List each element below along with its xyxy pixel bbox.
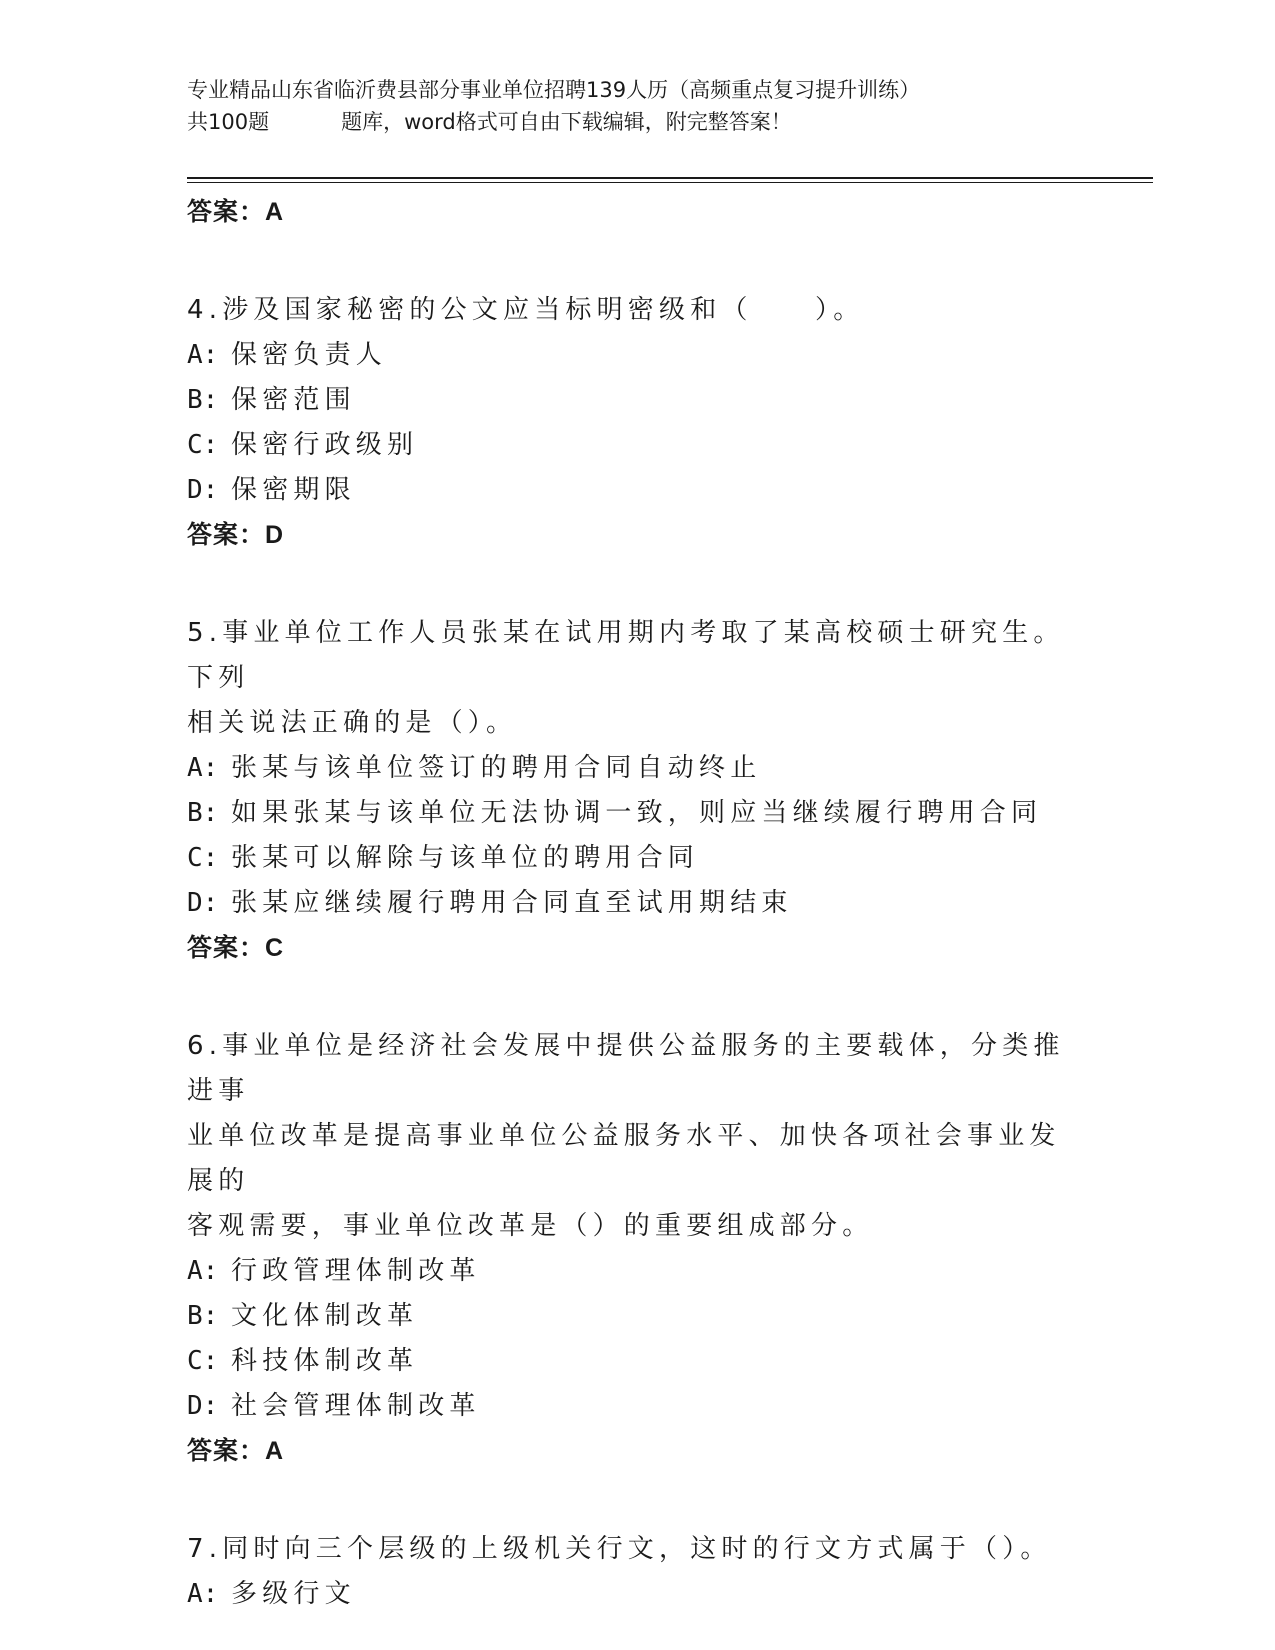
option-text: 张某可以解除与该单位的聘用合同 bbox=[231, 843, 700, 873]
answer-option bbox=[187, 423, 1067, 468]
option-letter: D: bbox=[187, 475, 219, 505]
option-text: 张某与该单位签订的聘用合同自动终止 bbox=[231, 753, 762, 783]
option-letter: C: bbox=[187, 430, 219, 460]
question-text: 7.同时向三个层级的上级机关行文，这时的行文方式属于（）。 bbox=[187, 1534, 1052, 1564]
option-text: 保密范围 bbox=[231, 385, 356, 415]
option-letter: D: bbox=[187, 888, 219, 918]
option-letter: D: bbox=[187, 1391, 219, 1421]
answer-option bbox=[187, 836, 1067, 881]
option-letter: A: bbox=[187, 1256, 219, 1286]
answer-option bbox=[187, 1249, 1067, 1294]
question-list bbox=[187, 190, 1067, 1617]
option-letter: A: bbox=[187, 340, 219, 370]
option-text: 张某应继续履行聘用合同直至试用期结束 bbox=[231, 888, 793, 918]
header-subtitle-line bbox=[187, 106, 1087, 138]
header-title-line: 专业精品山东省临沂费县部分事业单位招聘139人历（高频重点复习提升训练） bbox=[187, 78, 921, 102]
answer-line: 答案：C bbox=[187, 934, 285, 962]
option-text: 行政管理体制改革 bbox=[231, 1256, 481, 1286]
option-letter: B: bbox=[187, 385, 219, 415]
option-text: 多级行文 bbox=[231, 1579, 356, 1609]
option-text: 保密负责人 bbox=[231, 340, 388, 370]
option-text: 保密行政级别 bbox=[231, 430, 419, 460]
header-description: 题库，word格式可自由下载编辑，附完整答案！ bbox=[341, 110, 792, 134]
option-letter: B: bbox=[187, 798, 219, 828]
option-text: 社会管理体制改革 bbox=[231, 1391, 481, 1421]
answer-option bbox=[187, 1339, 1067, 1384]
answer-option bbox=[187, 746, 1067, 791]
answer-line: 答案：A bbox=[187, 1437, 285, 1465]
header-divider-thin bbox=[187, 182, 1153, 183]
option-text: 如果张某与该单位无法协调一致，则应当继续履行聘用合同 bbox=[231, 798, 1043, 828]
answer-option bbox=[187, 333, 1067, 378]
option-text: 保密期限 bbox=[231, 475, 356, 505]
question-block bbox=[187, 1527, 1067, 1617]
question-text: 业单位改革是提高事业单位公益服务水平、加快各项社会事业发展的 bbox=[187, 1121, 1061, 1196]
answer-option bbox=[187, 1384, 1067, 1429]
question-text: 5.事业单位工作人员张某在试用期内考取了某高校硕士研究生。下列 bbox=[187, 618, 1065, 693]
answer-option bbox=[187, 1572, 1067, 1617]
answer-line: 答案：D bbox=[187, 521, 285, 549]
question-block bbox=[187, 1024, 1067, 1473]
option-text: 文化体制改革 bbox=[231, 1301, 419, 1331]
header-question-count: 共100题 bbox=[187, 110, 270, 134]
answer-option bbox=[187, 378, 1067, 423]
question-text: 相关说法正确的是（）。 bbox=[187, 708, 518, 738]
answer-option bbox=[187, 791, 1067, 836]
question-text: 4.涉及国家秘密的公文应当标明密级和（ ）。 bbox=[187, 295, 865, 325]
header-divider-thick bbox=[187, 177, 1153, 179]
answer-option bbox=[187, 1294, 1067, 1339]
answer-option bbox=[187, 468, 1067, 513]
page-header bbox=[187, 74, 1087, 138]
option-letter: C: bbox=[187, 1346, 219, 1376]
answer-option bbox=[187, 881, 1067, 926]
option-letter: C: bbox=[187, 843, 219, 873]
question-text: 6.事业单位是经济社会发展中提供公益服务的主要载体，分类推进事 bbox=[187, 1031, 1065, 1106]
option-letter: A: bbox=[187, 1579, 219, 1609]
option-letter: A: bbox=[187, 753, 219, 783]
question-text: 客观需要，事业单位改革是（）的重要组成部分。 bbox=[187, 1211, 874, 1241]
question-block bbox=[187, 611, 1067, 970]
answer-line: 答案：A bbox=[187, 198, 285, 226]
option-text: 科技体制改革 bbox=[231, 1346, 419, 1376]
question-block bbox=[187, 288, 1067, 557]
option-letter: B: bbox=[187, 1301, 219, 1331]
